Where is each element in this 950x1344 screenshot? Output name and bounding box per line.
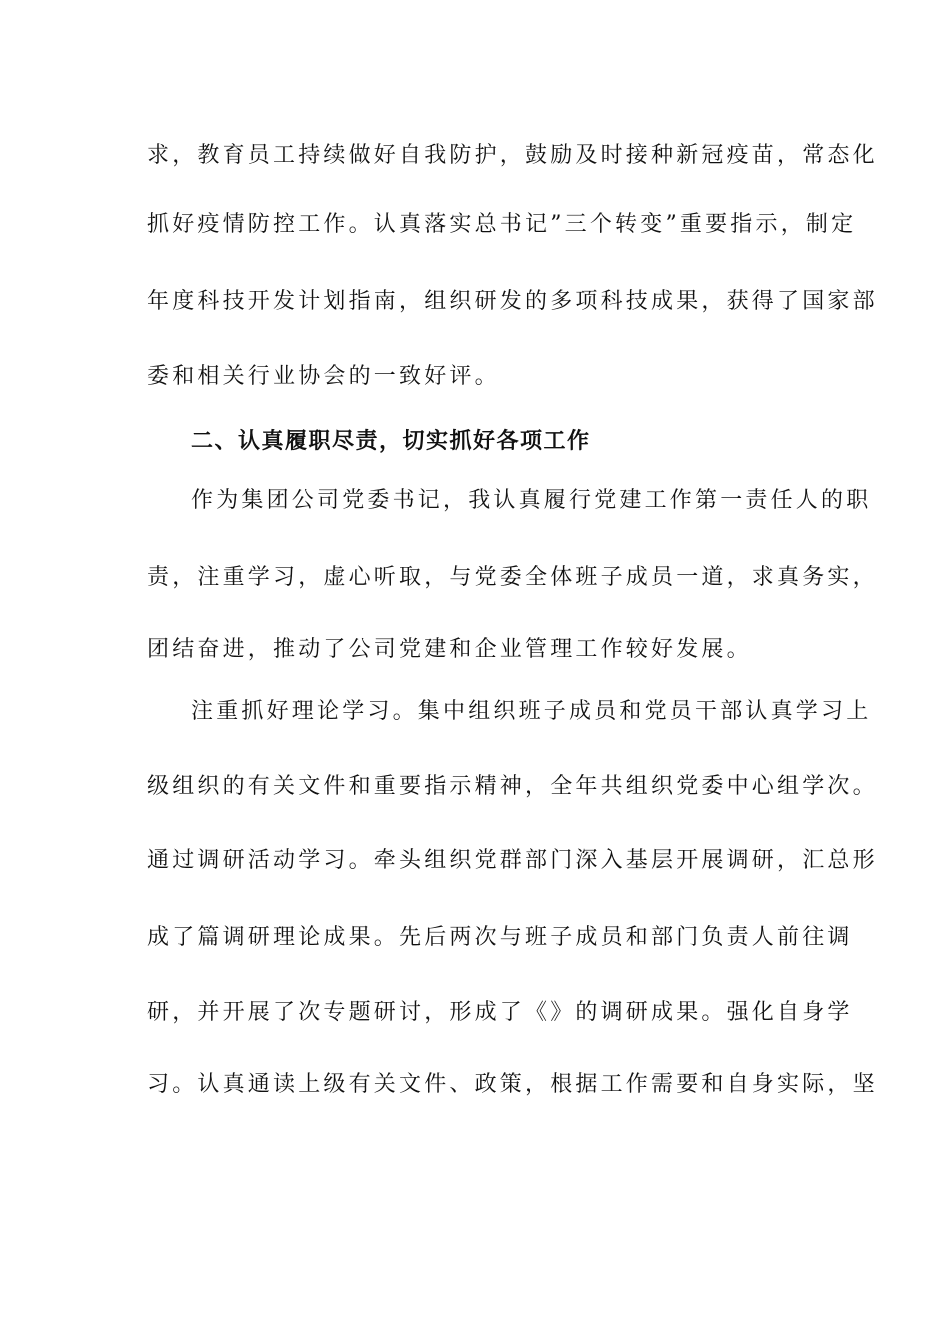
body-text-line: 年度科技开发计划指南，组织研发的多项科技成果，获得了国家部 <box>147 289 878 314</box>
body-text-line: 研，并开展了次专题研讨，形成了《》的调研成果。强化自身学 <box>147 1000 853 1025</box>
body-text-line: 团结奋进，推动了公司党建和企业管理工作较好发展。 <box>147 637 752 662</box>
body-text-line: 责，注重学习，虚心听取，与党委全体班子成员一道，求真务实， <box>147 565 878 590</box>
body-text-line: 级组织的有关文件和重要指示精神，全年共组织党委中心组学次。 <box>147 774 878 799</box>
body-text-line: 通过调研活动学习。牵头组织党群部门深入基层开展调研，汇总形 <box>147 848 878 873</box>
body-text-line: 习。认真通读上级有关文件、政策，根据工作需要和自身实际，坚 <box>147 1072 878 1097</box>
body-text-line: 抓好疫情防控工作。认真落实总书记”三个转变”重要指示，制定 <box>147 212 857 237</box>
body-text-line: 作为集团公司党委书记，我认真履行党建工作第一责任人的职 <box>191 488 872 513</box>
body-text-line: 求，教育员工持续做好自我防护，鼓励及时接种新冠疫苗，常态化 <box>147 143 878 168</box>
body-text-line: 成了篇调研理论成果。先后两次与班子成员和部门负责人前往调 <box>147 925 853 950</box>
section-heading: 二、认真履职尽责，切实抓好各项工作 <box>191 429 591 454</box>
body-text-line: 委和相关行业协会的一致好评。 <box>147 364 500 389</box>
body-text-line: 注重抓好理论学习。集中组织班子成员和党员干部认真学习上 <box>191 699 872 724</box>
